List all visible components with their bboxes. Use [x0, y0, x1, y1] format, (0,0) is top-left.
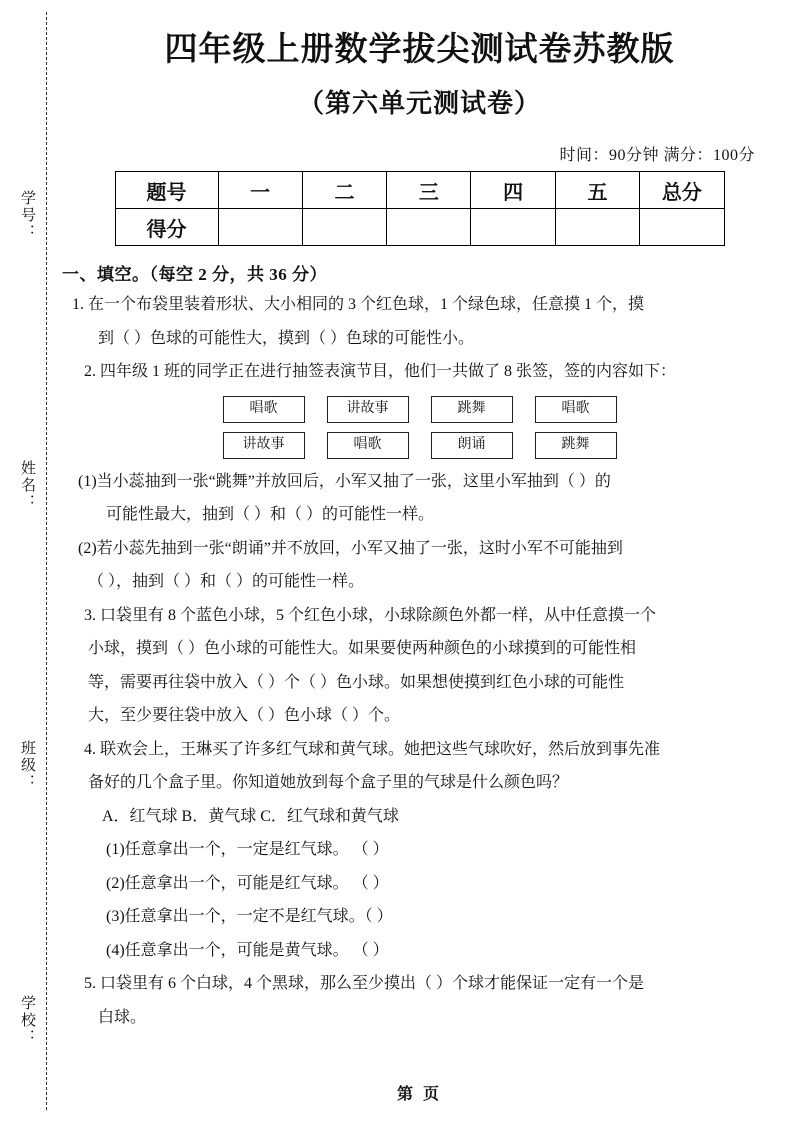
side-label-class: 班级：: [19, 740, 35, 791]
ticket-diagram: [62, 396, 777, 459]
question-2-line1: [62, 358, 777, 386]
dashed-fold-line: [46, 12, 47, 1110]
score-table-header-4: 四: [471, 172, 555, 209]
question-4-sub-3: (3)任意拿出一个，一定不是红气球。（ ）: [106, 908, 393, 926]
question-4-sub-2: (2)任意拿出一个，可能是红气球。 （ ）: [106, 874, 389, 892]
ticket-5: 讲故事: [223, 432, 305, 459]
page-footer: 第 页: [396, 1086, 442, 1103]
question-1-number: 1.: [72, 296, 84, 314]
question-2-sub2-text: 若小蕊先抽到一张“朗诵”并不放回，小军又抽了一张，这时小军不可能抽到: [96, 539, 623, 557]
question-2-sub1-line2: 可能性最大，抽到（ ）和（ ）的可能性一样。: [106, 506, 435, 524]
question-4-sub-1: (1)任意拿出一个，一定是红气球。 （ ）: [106, 841, 389, 859]
question-2-sub1-label: (1): [78, 472, 97, 490]
page-subtitle: （第六单元测试卷）: [297, 89, 541, 119]
question-3-line4: 大，至少要往袋中放入（ ）色小球（ ）个。: [88, 707, 401, 725]
question-5-line1: [62, 970, 777, 998]
exam-page: [62, 0, 777, 1122]
question-2-text: 四年级 1 班的同学正在进行抽签表演节目，他们一共做了 8 张签，签的内容如下：: [100, 363, 677, 381]
question-1-line2: 到（ ）色球的可能性大，摸到（ ）色球的可能性小。: [98, 329, 475, 347]
question-4-sub-4: (4)任意拿出一个，可能是黄气球。 （ ）: [106, 941, 389, 959]
question-4-line2: 备好的几个盒子里。你知道她放到每个盒子里的气球是什么颜色吗？: [88, 774, 569, 792]
question-4-line1: [62, 736, 777, 764]
ticket-1: 唱歌: [223, 396, 305, 423]
section-heading-fill-blanks: 一、填空。（每空 2 分，共 36 分）: [62, 265, 327, 285]
ticket-row-1: [62, 396, 777, 423]
side-label-name: 姓名：: [19, 460, 35, 511]
question-3-line1: [62, 602, 777, 630]
score-table-header-5: 五: [555, 172, 639, 209]
ticket-2: 讲故事: [327, 396, 409, 423]
score-table-header-2: 二: [302, 172, 386, 209]
question-2-number: 2.: [84, 363, 96, 381]
score-table-header-1: 一: [218, 172, 302, 209]
score-table: [115, 171, 725, 246]
ticket-3: 跳舞: [431, 396, 513, 423]
question-2-sub2-line1: [62, 535, 777, 563]
question-4-text: 联欢会上，王琳买了许多红气球和黄气球。她把这些气球吹好，然后放到事先准: [100, 740, 661, 758]
table-row-header: [115, 172, 724, 209]
score-cell-2[interactable]: [302, 209, 386, 246]
side-label-school: 学校：: [19, 995, 35, 1046]
question-2-sub2-label: (2): [78, 539, 97, 557]
question-4-options: A．红气球 B．黄气球 C．红气球和黄气球: [102, 807, 399, 825]
score-cell-4[interactable]: [471, 209, 555, 246]
question-3-line3: 等，需要再往袋中放入（ ）个（ ）色小球。如果想使摸到红色小球的可能性: [88, 673, 625, 691]
question-5-number: 5.: [84, 975, 96, 993]
question-5-text: 口袋里有 6 个白球，4 个黑球，那么至少摸出（ ）个球才能保证一定有一个是: [100, 975, 645, 993]
question-3-line2: 小球，摸到（ ）色小球的可能性大。如果要使两种颜色的小球摸到的可能性相: [88, 640, 637, 658]
score-cell-1[interactable]: [218, 209, 302, 246]
ticket-6: 唱歌: [327, 432, 409, 459]
question-2-sub1-text: 当小蕊抽到一张“跳舞”并放回后，小军又抽了一张，这里小军抽到（ ）的: [96, 472, 611, 490]
binding-rail: [0, 0, 62, 1122]
question-4-number: 4.: [84, 740, 96, 758]
question-3-number: 3.: [84, 606, 96, 624]
score-table-header-6: 总分: [640, 172, 724, 209]
side-label-student-id: 学号：: [19, 190, 35, 241]
question-1-text: 在一个布袋里装着形状、大小相同的 3 个红色球，1 个绿色球，任意摸 1 个，摸: [88, 296, 645, 314]
score-cell-3[interactable]: [387, 209, 471, 246]
table-row-score: [115, 209, 724, 246]
question-5-line2: 白球。: [98, 1008, 147, 1026]
question-3-text: 口袋里有 8 个蓝色小球，5 个红色小球，小球除颜色外都一样，从中任意摸一个: [100, 606, 657, 624]
question-2-sub1-line1: [62, 468, 777, 496]
page-title: 四年级上册数学拔尖测试卷苏教版: [164, 32, 675, 68]
question-2-sub2-line2: （ ），抽到（ ）和（ ）的可能性一样。: [88, 573, 365, 591]
exam-meta: 时间：90分钟 满分：100分: [559, 147, 755, 165]
score-cell-5[interactable]: [555, 209, 639, 246]
ticket-7: 朗诵: [431, 432, 513, 459]
score-table-row-label: 得分: [115, 209, 218, 246]
ticket-row-2: [62, 432, 777, 459]
ticket-4: 唱歌: [535, 396, 617, 423]
ticket-8: 跳舞: [535, 432, 617, 459]
question-1-line1: [62, 291, 777, 319]
score-table-header-0: 题号: [115, 172, 218, 209]
score-table-header-3: 三: [387, 172, 471, 209]
score-cell-total[interactable]: [640, 209, 724, 246]
